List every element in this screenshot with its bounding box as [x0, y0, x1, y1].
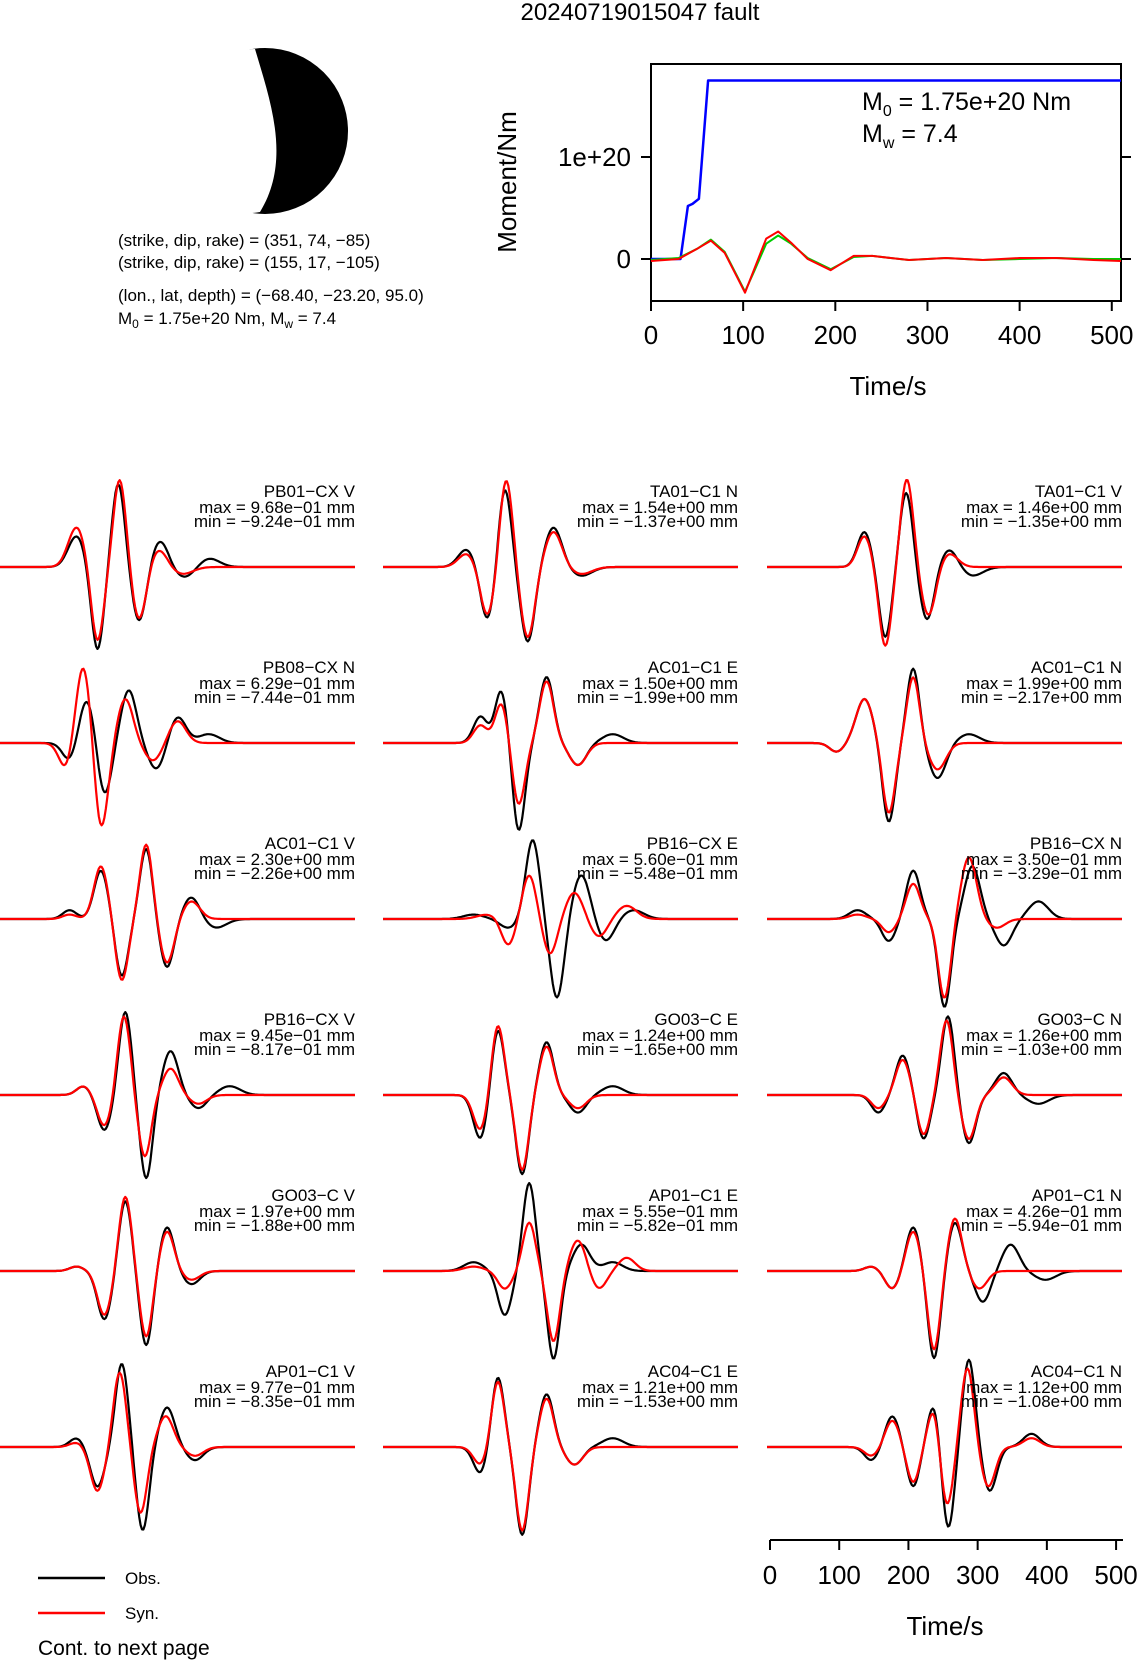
trace-station-label: PB08−CX N	[262, 658, 355, 677]
trace-station-label: AP01−C1 V	[265, 1362, 355, 1381]
moment-x-tick-label: 200	[813, 320, 858, 350]
trace-max-label: max = 1.12e+00 mm	[966, 1378, 1122, 1397]
moment-x-tick-label: 300	[905, 320, 950, 350]
trace-min-label: min = −3.29e−01 mm	[960, 864, 1122, 883]
trace-min-label: min = −1.35e+00 mm	[960, 512, 1122, 531]
trace-max-label: max = 5.55e−01 mm	[582, 1202, 738, 1221]
trace-station-label: GO03−C E	[654, 1010, 738, 1029]
trace-panel	[767, 1010, 1122, 1143]
moment-series-2	[651, 232, 1121, 293]
trace-panel	[383, 481, 738, 641]
trace-panel	[383, 1362, 738, 1535]
moment-annot-m0: $M_0 = 1.75e+20$ Nm	[862, 88, 1072, 120]
trace-obs-line	[767, 866, 1122, 1006]
bottom-x-tick-label: 400	[1025, 1560, 1069, 1590]
trace-max-label: max = 3.50e−01 mm	[966, 850, 1122, 869]
trace-panel	[383, 834, 738, 997]
trace-station-label: GO03−C V	[271, 1186, 355, 1205]
trace-min-label: min = −2.26e+00 mm	[193, 864, 355, 883]
trace-panel	[383, 658, 738, 830]
trace-min-label: min = −1.53e+00 mm	[576, 1392, 738, 1411]
trace-min-label: min = −1.37e+00 mm	[576, 512, 738, 531]
bottom-x-tick-label: 300	[955, 1560, 1000, 1590]
trace-panel	[0, 1362, 356, 1530]
trace-min-label: min = −5.94e−01 mm	[960, 1216, 1122, 1235]
moment-x-tick-label: 500	[1090, 320, 1134, 350]
moment-y-tick-label: 0	[616, 244, 631, 274]
source-info-plane1: (strike, dip, rake) = (351, 74, −85)	[118, 231, 371, 250]
bottom-x-tick-label: 100	[817, 1560, 861, 1590]
trace-panel	[0, 658, 355, 825]
trace-station-label: AP01−C1 N	[1031, 1186, 1122, 1205]
trace-panel	[0, 480, 356, 649]
trace-min-label: min = −9.24e−01 mm	[193, 512, 355, 531]
trace-max-label: max = 9.45e−01 mm	[199, 1026, 355, 1045]
trace-panel	[767, 834, 1122, 1006]
source-info-moment: $M_0 = 1.75e+20$ Nm, $M_w = 7.4$	[118, 309, 337, 331]
trace-max-label: max = 5.60e−01 mm	[582, 850, 738, 869]
trace-syn-line	[383, 876, 738, 954]
legend	[38, 1569, 161, 1623]
moment-series-1	[651, 236, 1121, 292]
trace-max-label: max = 6.29e−01 mm	[199, 674, 355, 693]
bottom-x-tick-label: 0	[762, 1560, 778, 1590]
trace-station-label: PB16−CX N	[1029, 834, 1122, 853]
trace-station-label: GO03−C N	[1037, 1010, 1122, 1029]
trace-station-label: PB16−CX E	[646, 834, 738, 853]
trace-min-label: min = −1.08e+00 mm	[960, 1392, 1122, 1411]
trace-panel	[0, 1010, 356, 1178]
trace-max-label: max = 1.24e+00 mm	[582, 1026, 738, 1045]
trace-max-label: max = 1.46e+00 mm	[966, 498, 1122, 517]
trace-max-label: max = 1.99e+00 mm	[966, 674, 1122, 693]
trace-panel	[383, 1010, 738, 1174]
trace-panel	[0, 834, 356, 980]
source-info-location: (lon., lat, depth) = (−68.40, −23.20, 95.0)	[118, 286, 424, 305]
trace-min-label: min = −8.35e−01 mm	[193, 1392, 355, 1411]
trace-min-label: min = −1.88e+00 mm	[193, 1216, 355, 1235]
trace-panel	[767, 658, 1122, 821]
bottom-time-axis	[763, 1540, 1138, 1641]
moment-y-label: Moment/Nm	[492, 111, 522, 253]
trace-min-label: min = −1.65e+00 mm	[576, 1040, 738, 1059]
trace-panel	[767, 480, 1123, 645]
trace-station-label: AC04−C1 N	[1030, 1362, 1122, 1381]
bottom-x-label: Time/s	[906, 1611, 984, 1641]
trace-min-label: min = −8.17e−01 mm	[193, 1040, 355, 1059]
moment-x-tick-label: 400	[997, 320, 1042, 350]
page-title: 20240719015047 fault	[520, 0, 760, 26]
continuation-note: Cont. to next page	[38, 1637, 210, 1660]
trace-station-label: AC01−C1 N	[1030, 658, 1122, 677]
trace-max-label: max = 1.26e+00 mm	[966, 1026, 1122, 1045]
trace-grid	[0, 480, 1123, 1535]
trace-station-label: AC01−C1 V	[264, 834, 355, 853]
moment-panel	[492, 64, 1133, 401]
trace-station-label: AC01−C1 E	[647, 658, 738, 677]
trace-max-label: max = 1.54e+00 mm	[582, 498, 738, 517]
trace-max-label: max = 4.26e−01 mm	[966, 1202, 1122, 1221]
moment-annot-mw: $M_w = 7.4$	[862, 120, 958, 152]
trace-max-label: max = 2.30e+00 mm	[199, 850, 355, 869]
trace-max-label: max = 1.50e+00 mm	[582, 674, 738, 693]
trace-min-label: min = −7.44e−01 mm	[193, 688, 355, 707]
trace-station-label: PB16−CX V	[263, 1010, 355, 1029]
trace-obs-line	[767, 1223, 1122, 1358]
legend-syn-label: Syn.	[125, 1604, 160, 1623]
source-info-plane2: (strike, dip, rake) = (155, 17, −105)	[118, 253, 380, 272]
moment-x-tick-label: 0	[643, 320, 659, 350]
trace-station-label: TA01−C1 N	[649, 482, 738, 501]
trace-panel	[383, 1183, 738, 1358]
trace-max-label: max = 1.21e+00 mm	[582, 1378, 738, 1397]
trace-station-label: TA01−C1 V	[1034, 482, 1122, 501]
moment-x-tick-label: 100	[721, 320, 765, 350]
moment-y-tick-label: 1e+20	[557, 142, 631, 172]
moment-marks	[558, 81, 1134, 351]
trace-panel	[767, 1360, 1122, 1527]
trace-max-label: max = 9.68e−01 mm	[199, 498, 355, 517]
trace-station-label: AP01−C1 E	[648, 1186, 738, 1205]
trace-min-label: min = −5.48e−01 mm	[576, 864, 738, 883]
trace-min-label: min = −1.99e+00 mm	[576, 688, 738, 707]
bottom-x-tick-label: 200	[886, 1560, 931, 1590]
trace-min-label: min = −1.03e+00 mm	[960, 1040, 1122, 1059]
trace-min-label: min = −2.17e+00 mm	[960, 688, 1122, 707]
beachball-icon	[177, 49, 347, 213]
moment-x-label: Time/s	[849, 371, 927, 401]
trace-panel	[767, 1186, 1122, 1358]
trace-panel	[0, 1186, 356, 1345]
trace-station-label: AC04−C1 E	[647, 1362, 738, 1381]
trace-min-label: min = −5.82e−01 mm	[576, 1216, 738, 1235]
bottom-x-tick-label: 500	[1094, 1560, 1138, 1590]
trace-max-label: max = 1.97e+00 mm	[199, 1202, 355, 1221]
trace-max-label: max = 9.77e−01 mm	[199, 1378, 355, 1397]
legend-obs-label: Obs.	[125, 1569, 161, 1588]
trace-station-label: PB01−CX V	[263, 482, 355, 501]
